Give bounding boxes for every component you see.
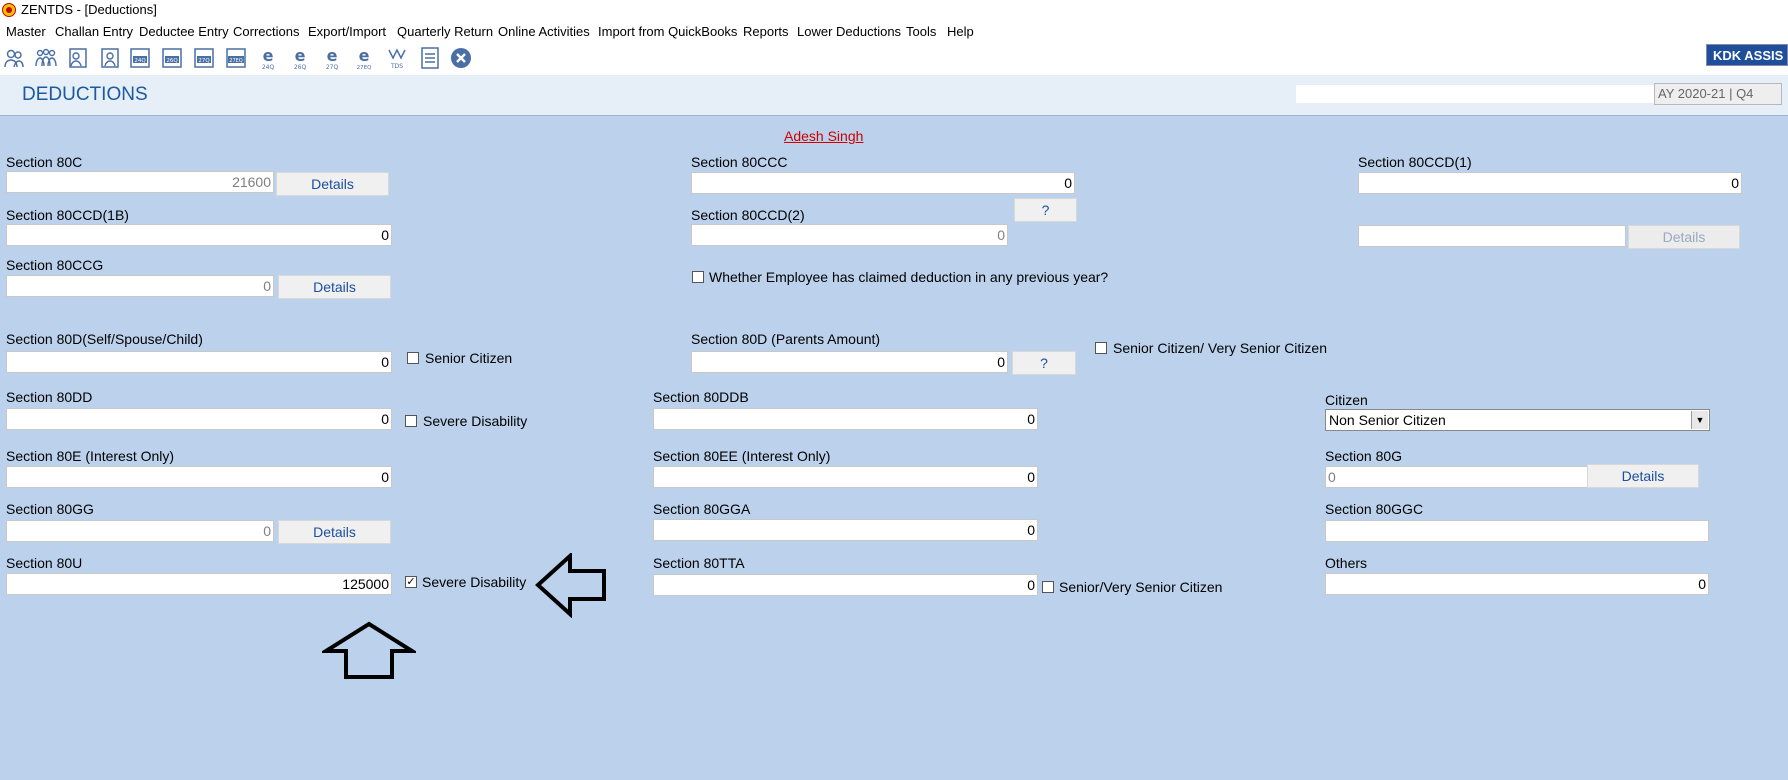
input-80gg[interactable] <box>6 520 274 542</box>
input-80c[interactable] <box>6 171 274 193</box>
menu-quarterly-return[interactable]: Quarterly Return <box>397 24 494 39</box>
svg-text:26Q: 26Q <box>293 64 307 70</box>
details-button-80gg[interactable]: Details <box>278 520 391 544</box>
svg-text:26Q: 26Q <box>166 58 178 64</box>
label-previous-year: Whether Employee has claimed deduction in any previous year? <box>709 269 1109 285</box>
menu-corrections[interactable]: Corrections <box>233 24 300 39</box>
menu-master[interactable]: Master <box>6 24 46 39</box>
label-80e: Section 80E (Interest Only) <box>6 448 175 464</box>
label-80dd: Section 80DD <box>6 389 93 405</box>
up-arrow-icon <box>322 621 416 681</box>
input-80ccg[interactable] <box>6 275 274 297</box>
report-icon[interactable] <box>418 46 442 70</box>
details-button-80c[interactable]: Details <box>276 172 389 196</box>
label-80ddb: Section 80DDB <box>653 389 749 405</box>
label-80dd-severe-disability: Severe Disability <box>423 413 528 429</box>
input-80dd[interactable] <box>6 408 392 430</box>
kdk-assistant-logo[interactable]: KDK ASSIS <box>1706 44 1788 66</box>
svg-text:27Q: 27Q <box>198 58 210 64</box>
employees-icon[interactable] <box>34 46 58 70</box>
page-title: DEDUCTIONS <box>22 84 148 105</box>
e-return-27eq-icon[interactable] <box>352 46 376 70</box>
form-27q-icon[interactable] <box>192 46 216 70</box>
input-80ccc[interactable] <box>691 172 1075 194</box>
menu-bar <box>0 20 1788 43</box>
label-80tta-senior: Senior/Very Senior Citizen <box>1059 579 1223 595</box>
menu-reports[interactable]: Reports <box>743 24 789 39</box>
input-80ccd2[interactable] <box>691 224 1008 246</box>
title-bar <box>0 0 1788 20</box>
employee-name-link[interactable]: Adesh Singh <box>784 128 864 144</box>
label-80c: Section 80C <box>6 154 83 170</box>
label-80d-self: Section 80D(Self/Spouse/Child) <box>6 331 203 347</box>
e-return-26q-icon[interactable] <box>288 46 312 70</box>
label-80ccc: Section 80CCC <box>691 154 788 170</box>
label-80d-parents: Section 80D (Parents Amount) <box>691 331 881 347</box>
chevron-down-icon[interactable]: ▼ <box>1691 411 1708 429</box>
menu-online-activities[interactable]: Online Activities <box>498 24 590 39</box>
input-80u[interactable] <box>6 573 392 595</box>
input-80ee[interactable] <box>653 466 1038 488</box>
citizen-select-value: Non Senior Citizen <box>1329 412 1446 428</box>
menu-tools[interactable]: Tools <box>906 24 937 39</box>
menu-deductee-entry[interactable]: Deductee Entry <box>139 24 229 39</box>
svg-text:e: e <box>358 46 370 65</box>
help-button-80d-parents[interactable]: ? <box>1012 351 1076 375</box>
label-80ee: Section 80EE (Interest Only) <box>653 448 831 464</box>
window-title: ZENTDS - [Deductions] <box>21 2 157 17</box>
label-80g: Section 80G <box>1325 448 1403 464</box>
input-80g[interactable] <box>1325 466 1590 488</box>
menu-help[interactable]: Help <box>947 24 974 39</box>
svg-text:e: e <box>262 46 274 65</box>
label-80ccd1: Section 80CCD(1) <box>1358 154 1472 170</box>
checkbox-parents-senior-citizen[interactable] <box>1095 342 1107 354</box>
citizen-select[interactable] <box>1325 409 1710 431</box>
app-logo-icon <box>2 3 16 17</box>
close-icon[interactable] <box>449 46 473 70</box>
input-80tta[interactable] <box>653 574 1038 596</box>
input-80ccd2-previous[interactable] <box>1358 225 1626 247</box>
menu-lower-deductions[interactable]: Lower Deductions <box>797 24 902 39</box>
label-80u: Section 80U <box>6 555 83 571</box>
label-80u-severe-disability: Severe Disability <box>422 574 527 590</box>
checkbox-senior-citizen[interactable] <box>407 352 419 364</box>
label-80ccd2: Section 80CCD(2) <box>691 207 805 223</box>
input-80gga[interactable] <box>653 519 1038 541</box>
checkbox-previous-year[interactable] <box>692 271 704 283</box>
label-80tta: Section 80TTA <box>653 555 745 571</box>
left-arrow-icon <box>535 553 607 618</box>
svg-text:24Q: 24Q <box>261 64 275 70</box>
assessment-year-display: AY 2020-21 | Q4 <box>1654 83 1782 105</box>
form-27eq-icon[interactable] <box>224 46 248 70</box>
menu-export-import[interactable]: Export/Import <box>308 24 387 39</box>
deductor-icon[interactable] <box>2 46 26 70</box>
input-80ggc[interactable] <box>1325 520 1709 542</box>
menu-challan-entry[interactable]: Challan Entry <box>55 24 134 39</box>
form-26q-icon[interactable] <box>160 46 184 70</box>
checkbox-80u-severe-disability[interactable]: ✓ <box>406 576 416 588</box>
label-others: Others <box>1325 555 1368 571</box>
label-80gg: Section 80GG <box>6 501 94 517</box>
page-header <box>0 75 1788 116</box>
e-return-24q-icon[interactable] <box>256 46 280 70</box>
help-button-80ccd2[interactable]: ? <box>1014 198 1077 222</box>
input-80ddb[interactable] <box>653 408 1038 430</box>
details-button-80ccg[interactable]: Details <box>278 275 391 299</box>
input-others[interactable] <box>1325 573 1709 595</box>
label-parents-senior-citizen: Senior Citizen/ Very Senior Citizen <box>1113 340 1327 356</box>
svg-text:27Q: 27Q <box>325 64 339 70</box>
label-80ccg: Section 80CCG <box>6 257 104 273</box>
deductee-icon[interactable] <box>66 46 90 70</box>
salary-icon[interactable] <box>98 46 122 70</box>
label-80ggc: Section 80GGC <box>1325 501 1424 517</box>
svg-text:27EQ: 27EQ <box>356 65 372 70</box>
input-80e[interactable] <box>6 466 392 488</box>
form-24q-icon[interactable] <box>128 46 152 70</box>
details-button-disabled: Details <box>1628 225 1740 249</box>
label-80ccd1b: Section 80CCD(1B) <box>6 207 129 223</box>
svg-text:24Q: 24Q <box>134 58 146 64</box>
label-citizen: Citizen <box>1325 392 1368 408</box>
header-search-field[interactable] <box>1296 85 1654 103</box>
details-button-80g[interactable]: Details <box>1587 464 1699 488</box>
tds-icon[interactable] <box>385 46 409 70</box>
svg-text:TDS: TDS <box>390 63 404 70</box>
input-80ccd1b[interactable] <box>6 224 392 246</box>
checkbox-80tta-senior[interactable] <box>1042 581 1054 593</box>
svg-text:e: e <box>294 46 306 65</box>
svg-text:e: e <box>326 46 338 65</box>
input-80d-parents[interactable] <box>691 351 1008 373</box>
e-return-27q-icon[interactable] <box>320 46 344 70</box>
svg-text:27EQ: 27EQ <box>229 58 243 64</box>
input-80ccd1[interactable] <box>1358 172 1742 194</box>
input-80d-self[interactable] <box>6 351 392 373</box>
label-80gga: Section 80GGA <box>653 501 751 517</box>
label-senior-citizen: Senior Citizen <box>425 350 513 366</box>
toolbar <box>0 42 1788 75</box>
checkbox-80dd-severe-disability[interactable] <box>405 415 417 427</box>
menu-import-quickbooks[interactable]: Import from QuickBooks <box>598 24 738 39</box>
